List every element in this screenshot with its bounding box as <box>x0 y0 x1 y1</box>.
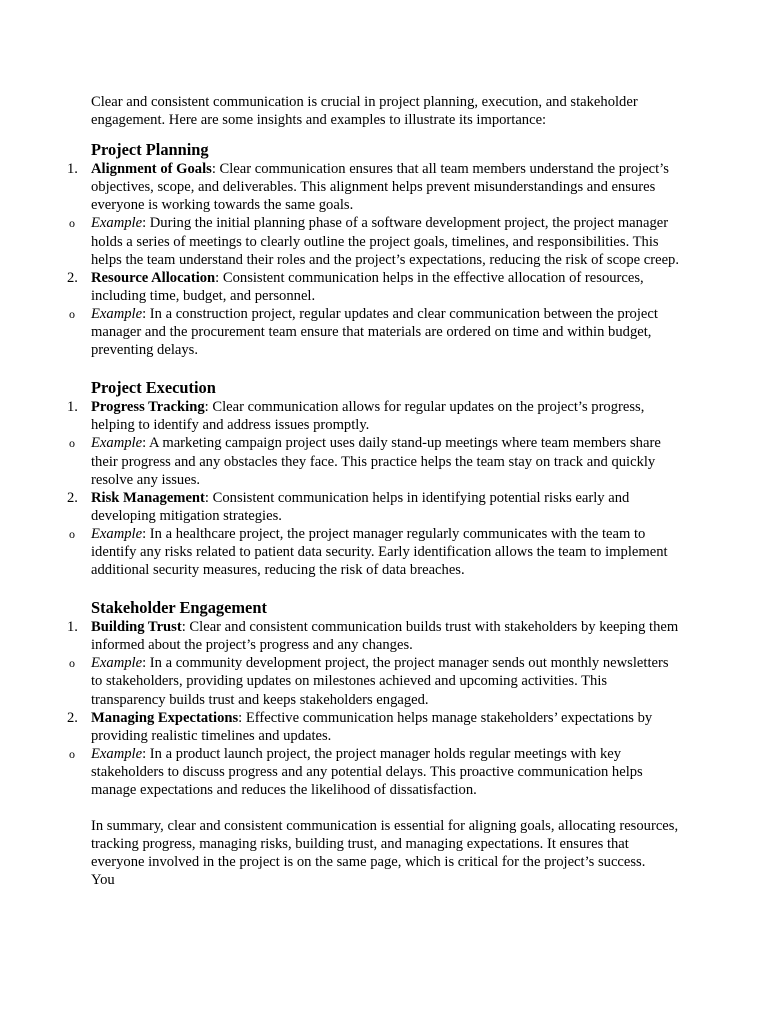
list-number: 1. <box>67 161 78 178</box>
example-text: : In a product launch project, the project manager holds regular meetings with key stakeholders to discuss progress and any potential delays. This proactive communication helps manage expectations and reduces the likelihood of dissatisfaction. <box>91 745 643 798</box>
item-text: : Clear communication allows for regular updates on the project’s progress, helping to identify and address issues promptly. <box>91 399 645 434</box>
example-label: Example <box>91 745 143 762</box>
example-label: Example <box>91 435 143 452</box>
example-text: : A marketing campaign project uses daily stand-up meetings where team members share their progress and any obstacles they face. This practice helps the team stay on track and quickly resolve any issues. <box>91 435 661 488</box>
section-project-planning <box>67 139 681 359</box>
item-term: Resource Allocation <box>91 269 216 286</box>
section-stakeholder-engagement <box>67 597 681 799</box>
section-project-execution <box>67 377 681 579</box>
item-term: Progress Tracking <box>91 399 205 416</box>
list-item <box>67 269 681 305</box>
bullet-icon: o <box>69 526 75 541</box>
section-heading: Project Planning <box>91 140 209 160</box>
example-label: Example <box>91 305 143 322</box>
example-item <box>69 214 681 268</box>
intro-paragraph: Clear and consistent communication is crucial in project planning, execution, and stakeholder engagement. Here are some insights and examples to illustrate its importance: <box>91 94 638 129</box>
item-term: Managing Expectations <box>91 709 239 726</box>
list-number: 2. <box>67 269 78 286</box>
item-term: Alignment of Goals <box>91 161 212 178</box>
example-text: : In a healthcare project, the project manager regularly communicates with the team to identify any risks related to patient data security. Early identification allows the team to implement additional security measures, reducing the risk of data breaches. <box>91 525 668 579</box>
item-text: : Consistent communication helps in the effective allocation of resources, including time, budget, and personnel. <box>91 269 644 304</box>
bullet-icon: o <box>69 216 75 231</box>
list-item <box>67 709 681 745</box>
list-number: 2. <box>67 709 78 726</box>
list-item <box>67 618 681 654</box>
example-item <box>69 305 681 359</box>
item-text: : Clear communication ensures that all team members understand the project’s objectives, scope, and deliverables. This alignment helps prevent misunderstandings and ensures everyone is working towards the same goals. <box>91 161 669 214</box>
bullet-icon: o <box>69 746 75 761</box>
section-heading: Project Execution <box>91 378 216 398</box>
example-label: Example <box>91 655 143 672</box>
item-text: : Clear and consistent communication builds trust with stakeholders by keeping them informed about the project’s progress and any changes. <box>91 619 679 654</box>
bullet-icon: o <box>69 306 75 321</box>
example-text: : In a community development project, the project manager sends out monthly newsletters to stakeholders, providing updates on milestones achieved and upcoming activities. This transparency builds trust and keeps stakeholders engaged. <box>91 655 669 708</box>
bullet-icon: o <box>69 656 75 671</box>
example-text: : During the initial planning phase of a software development project, the project manager holds a series of meetings to clearly outline the project goals, timelines, and responsibilities. This helps the team understand their roles and the project’s expectations, reducing the risk of scope creep. <box>91 215 680 268</box>
example-item <box>69 745 681 799</box>
summary-paragraph: In summary, clear and consistent communication is essential for aligning goals, allocating resources, tracking progress, managing risks, building trust, and managing expectations. It ensures that everyone involved in the project is on the same page, which is critical for the project’s success. <box>91 818 679 871</box>
example-item <box>69 654 681 708</box>
item-term: Risk Management <box>91 489 205 506</box>
example-label: Example <box>91 215 143 232</box>
item-term: Building Trust <box>91 619 182 636</box>
example-item <box>69 434 681 488</box>
list-number: 1. <box>67 399 78 416</box>
list-item <box>67 398 681 434</box>
bullet-icon: o <box>69 436 75 451</box>
example-label: Example <box>91 525 143 542</box>
section-heading: Stakeholder Engagement <box>91 598 267 618</box>
list-item <box>67 160 681 214</box>
list-item <box>67 489 681 525</box>
example-item <box>69 525 681 579</box>
example-text: : In a construction project, regular updates and clear communication between the project manager and the procurement team ensure that materials are ordered on time and within budget, preventing delays. <box>91 305 658 359</box>
document-body <box>67 93 681 889</box>
list-number: 2. <box>67 489 78 506</box>
trailing-text: You <box>91 872 115 889</box>
list-number: 1. <box>67 619 78 636</box>
item-text: : Consistent communication helps in identifying potential risks early and developing mitigation strategies. <box>91 489 630 524</box>
item-text: : Effective communication helps manage stakeholders’ expectations by providing realistic timelines and updates. <box>91 709 653 744</box>
